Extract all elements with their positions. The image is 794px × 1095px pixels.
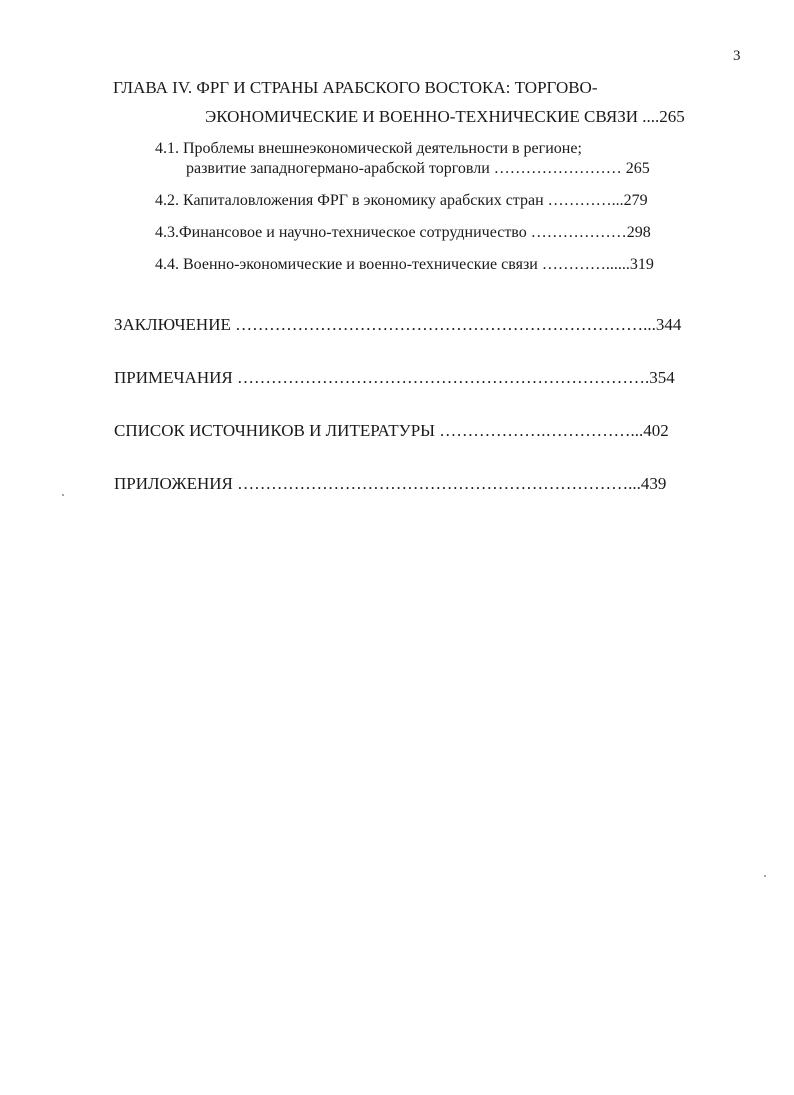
page-number: 3 — [733, 48, 741, 64]
scan-speck — [62, 494, 64, 496]
scan-speck — [764, 875, 766, 877]
toc-entry-notes: ПРИМЕЧАНИЯ ……………………………………………………………….354 — [114, 368, 675, 387]
chapter-title-line-2: ЭКОНОМИЧЕСКИЕ И ВОЕННО-ТЕХНИЧЕСКИЕ СВЯЗИ ....265 — [205, 107, 685, 126]
section-4-2: 4.2. Капиталовложения ФРГ в экономику арабских стран …………...279 — [155, 192, 648, 209]
toc-entry-conclusion: ЗАКЛЮЧЕНИЕ ………………………………………………………………...344 — [114, 315, 682, 334]
section-4-1-line-1: 4.1. Проблемы внешнеэкономической деятельности в регионе; — [155, 140, 582, 157]
chapter-title-line-1: ГЛАВА IV. ФРГ И СТРАНЫ АРАБСКОГО ВОСТОКА: ТОРГОВО- — [113, 78, 598, 97]
toc-entry-bibliography: СПИСОК ИСТОЧНИКОВ И ЛИТЕРАТУРЫ ……………….……………...402 — [114, 421, 669, 440]
section-4-3: 4.3.Финансовое и научно-техническое сотрудничество ………………298 — [155, 224, 651, 241]
section-4-1-line-2: развитие западногермано-арабской торговли …………………… 265 — [186, 160, 650, 177]
toc-entry-appendices: ПРИЛОЖЕНИЯ ……………………………………………………………...439 — [114, 474, 667, 493]
section-4-4: 4.4. Военно-экономические и военно-технические связи …………......319 — [155, 256, 654, 273]
